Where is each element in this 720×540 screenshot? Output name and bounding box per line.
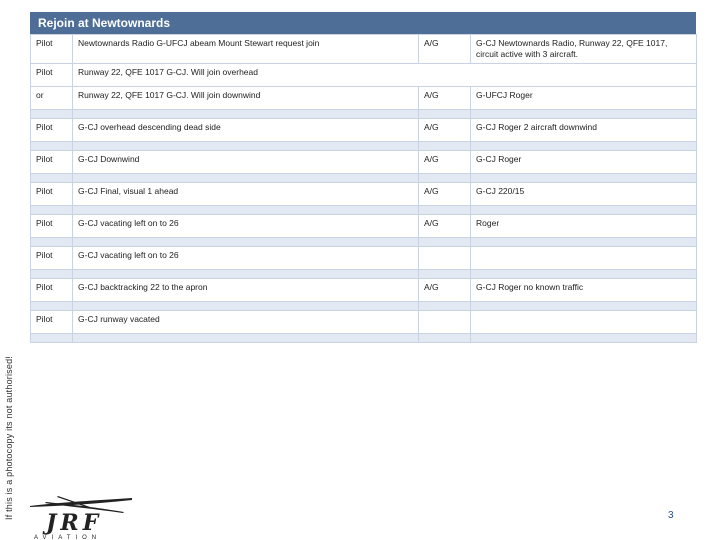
table-row	[31, 35, 697, 64]
reply-cell: G-CJ Roger 2 aircraft downwind	[471, 119, 697, 142]
message-cell: G-CJ Downwind	[73, 151, 419, 174]
station-cell	[419, 247, 471, 270]
station-cell: A/G	[419, 119, 471, 142]
table-row	[31, 247, 697, 270]
station-cell	[419, 311, 471, 334]
table-row	[31, 64, 697, 87]
table-row	[31, 279, 697, 302]
message-cell: G-CJ vacating left on to 26	[73, 215, 419, 238]
caller-cell: Pilot	[31, 215, 73, 238]
spacer-row	[31, 270, 697, 279]
caller-cell: Pilot	[31, 151, 73, 174]
message-cell: G-CJ runway vacated	[73, 311, 419, 334]
caller-cell: Pilot	[31, 311, 73, 334]
table-row	[31, 183, 697, 206]
station-cell: A/G	[419, 279, 471, 302]
caller-cell: Pilot	[31, 183, 73, 206]
caller-cell: Pilot	[31, 64, 73, 87]
page-number: 3	[668, 510, 674, 521]
message-cell: G-CJ backtracking 22 to the apron	[73, 279, 419, 302]
radio-script-panel	[30, 12, 696, 343]
table-row	[31, 151, 697, 174]
reply-cell: G-CJ 220/15	[471, 183, 697, 206]
spacer-row	[31, 110, 697, 119]
reply-cell: G-CJ Roger no known traffic	[471, 279, 697, 302]
message-cell: Newtownards Radio G-UFCJ abeam Mount Stewart request join	[73, 35, 419, 64]
caller-cell: Pilot	[31, 279, 73, 302]
spacer-row	[31, 206, 697, 215]
table-row	[31, 87, 697, 110]
caller-cell: Pilot	[31, 247, 73, 270]
logo-subtitle: AVIATION	[34, 535, 102, 540]
reply-cell: G-CJ Roger	[471, 151, 697, 174]
reply-cell	[471, 311, 697, 334]
message-cell: G-CJ Final, visual 1 ahead	[73, 183, 419, 206]
station-cell: A/G	[419, 151, 471, 174]
message-cell: G-CJ vacating left on to 26	[73, 247, 419, 270]
spacer-row	[31, 142, 697, 151]
table-row	[31, 311, 697, 334]
photocopy-warning: If this is a photocopy its not authorised!	[4, 356, 14, 520]
caller-cell: Pilot	[31, 119, 73, 142]
caller-cell: or	[31, 87, 73, 110]
station-cell: A/G	[419, 215, 471, 238]
station-cell: A/G	[419, 183, 471, 206]
message-cell: Runway 22, QFE 1017 G-CJ. Will join overhead	[73, 64, 697, 87]
message-cell: Runway 22, QFE 1017 G-CJ. Will join downwind	[73, 87, 419, 110]
spacer-row	[31, 334, 697, 343]
caller-cell: Pilot	[31, 35, 73, 64]
station-cell: A/G	[419, 87, 471, 110]
jrf-aviation-logo	[28, 494, 138, 540]
reply-cell: G-UFCJ Roger	[471, 87, 697, 110]
spacer-row	[31, 302, 697, 311]
spacer-row	[31, 174, 697, 183]
reply-cell	[471, 247, 697, 270]
table-row	[31, 215, 697, 238]
reply-cell: Roger	[471, 215, 697, 238]
reply-cell: G-CJ Newtownards Radio, Runway 22, QFE 1017, circuit active with 3 aircraft.	[471, 35, 697, 64]
station-cell: A/G	[419, 35, 471, 64]
logo-letters: JRF	[46, 510, 103, 536]
section-title: Rejoin at Newtownards	[30, 12, 696, 34]
radio-call-table	[30, 34, 697, 343]
table-row	[31, 119, 697, 142]
spacer-row	[31, 238, 697, 247]
message-cell: G-CJ overhead descending dead side	[73, 119, 419, 142]
